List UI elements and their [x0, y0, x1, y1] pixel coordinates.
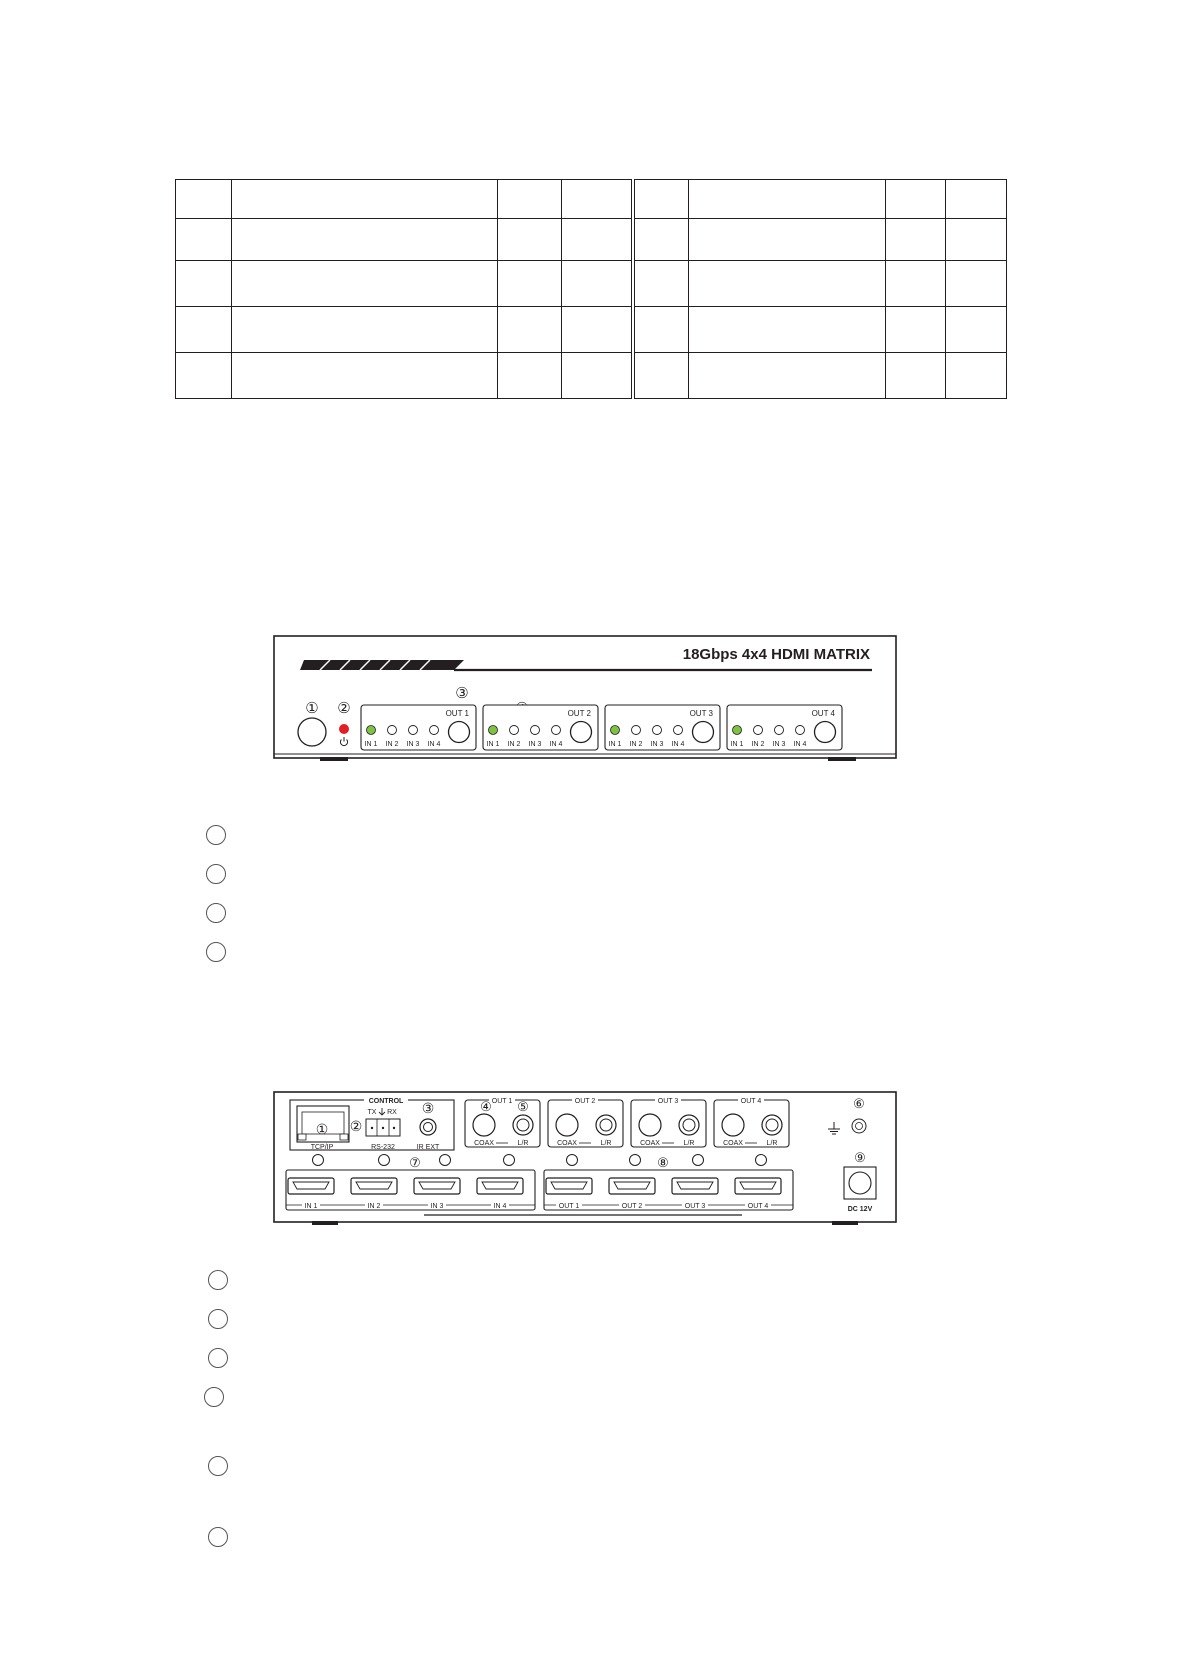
table-cell	[498, 261, 562, 307]
power-led	[339, 724, 349, 734]
ground-terminal-inner	[856, 1123, 863, 1130]
output-label: OUT 2	[567, 709, 591, 718]
audio-out-label: OUT 2	[574, 1098, 596, 1105]
input-led	[775, 726, 784, 735]
table-cell	[232, 180, 498, 219]
input-led	[430, 726, 439, 735]
table-cell	[689, 180, 886, 219]
rx-label: RX	[387, 1109, 397, 1116]
table-cell	[176, 353, 232, 399]
tcpip-label: TCP/IP	[310, 1144, 334, 1151]
rear-callout-marker-2	[208, 1309, 228, 1329]
input-led-active	[733, 726, 742, 735]
input-led	[510, 726, 519, 735]
ir-ext-jack-inner	[424, 1123, 433, 1132]
rear-callout-marker-6	[208, 1527, 228, 1547]
callout-2: ②	[337, 700, 351, 717]
rear-callout-6: ⑥	[853, 1096, 865, 1111]
coax-label: COAX	[557, 1140, 577, 1147]
input-led	[552, 726, 561, 735]
table-cell	[946, 180, 1007, 219]
output-label: OUT 3	[689, 709, 713, 718]
rear-callout-marker-1	[208, 1270, 228, 1290]
terminal-screw	[371, 1127, 373, 1129]
screw	[756, 1155, 767, 1166]
ethernet-led	[340, 1134, 348, 1140]
lr-label: L/R	[766, 1140, 778, 1147]
lr-audio-jack-inner	[766, 1119, 778, 1131]
input-label: IN 3	[406, 741, 420, 748]
table-cell	[633, 219, 689, 261]
input-label: IN 4	[671, 741, 685, 748]
input-label: IN 3	[528, 741, 542, 748]
callout-3: ③	[455, 685, 469, 702]
table-cell	[232, 219, 498, 261]
hdmi-input-label: IN 4	[493, 1203, 507, 1210]
table-cell	[562, 180, 634, 219]
input-led	[653, 726, 662, 735]
screw	[504, 1155, 515, 1166]
table-cell	[946, 353, 1007, 399]
table-cell	[562, 353, 634, 399]
ir-ext-label: IR EXT	[416, 1144, 440, 1151]
rear-callout-8: ⑧	[657, 1155, 669, 1170]
tx-label: TX	[367, 1109, 377, 1116]
table-cell	[562, 307, 634, 353]
lr-audio-jack-inner	[600, 1119, 612, 1131]
table-cell	[886, 219, 946, 261]
dc-label: DC 12V	[847, 1206, 873, 1213]
screw	[567, 1155, 578, 1166]
coax-label: COAX	[640, 1140, 660, 1147]
screw	[313, 1155, 324, 1166]
coax-port[interactable]	[722, 1114, 744, 1136]
control-label: CONTROL	[368, 1098, 404, 1105]
table-cell	[886, 353, 946, 399]
audio-out-label: OUT 3	[657, 1098, 679, 1105]
input-led	[674, 726, 683, 735]
table-cell	[689, 353, 886, 399]
screw	[693, 1155, 704, 1166]
front-panel-diagram	[272, 630, 900, 770]
lr-audio-jack-inner	[517, 1119, 529, 1131]
input-label: IN 2	[751, 741, 765, 748]
rear-callout-marker-5	[208, 1456, 228, 1476]
coax-port[interactable]	[639, 1114, 661, 1136]
table-cell	[689, 261, 886, 307]
table-cell	[946, 307, 1007, 353]
terminal-screw	[393, 1127, 395, 1129]
front-foot	[828, 757, 856, 761]
input-led-active	[367, 726, 376, 735]
terminal-screw	[382, 1127, 384, 1129]
input-led	[632, 726, 641, 735]
rear-foot	[312, 1221, 338, 1225]
front-callout-marker-3	[206, 903, 226, 923]
table-cell	[946, 219, 1007, 261]
input-label: IN 1	[608, 741, 622, 748]
lr-label: L/R	[517, 1140, 529, 1147]
input-led-active	[489, 726, 498, 735]
rear-callout-4: ④	[480, 1099, 492, 1114]
input-label: IN 3	[650, 741, 664, 748]
input-led	[796, 726, 805, 735]
hdmi-input-label: IN 1	[304, 1203, 318, 1210]
audio-out-label: OUT 4	[740, 1098, 762, 1105]
hdmi-output-label: OUT 1	[558, 1203, 580, 1210]
table-cell	[176, 307, 232, 353]
lr-audio-jack-inner	[683, 1119, 695, 1131]
table-cell	[886, 180, 946, 219]
output-select-button[interactable]	[693, 722, 714, 743]
front-callout-marker-2	[206, 864, 226, 884]
rear-callout-2: ②	[349, 1118, 363, 1134]
hdmi-input-label: IN 2	[367, 1203, 381, 1210]
input-label: IN 4	[549, 741, 563, 748]
table-cell	[886, 307, 946, 353]
hdmi-output-label: OUT 4	[747, 1203, 769, 1210]
coax-port[interactable]	[473, 1114, 495, 1136]
input-label: IN 1	[486, 741, 500, 748]
input-led	[388, 726, 397, 735]
input-label: IN 4	[427, 741, 441, 748]
table-cell	[886, 261, 946, 307]
table-cell	[562, 219, 634, 261]
table-cell	[633, 307, 689, 353]
screw	[630, 1155, 641, 1166]
input-led-active	[611, 726, 620, 735]
table-cell	[498, 219, 562, 261]
specification-table	[175, 179, 1007, 399]
table-cell	[176, 261, 232, 307]
hdmi-input-label: IN 3	[430, 1203, 444, 1210]
dc-power-socket	[849, 1172, 871, 1194]
table-cell	[498, 353, 562, 399]
rear-callout-7: ⑦	[409, 1155, 421, 1170]
output-label: OUT 4	[811, 709, 835, 718]
table-cell	[633, 180, 689, 219]
output-label: OUT 1	[445, 709, 469, 718]
rs232-label: RS-232	[371, 1144, 395, 1151]
input-led	[754, 726, 763, 735]
table-cell	[633, 353, 689, 399]
screw	[440, 1155, 451, 1166]
output-select-button[interactable]	[571, 722, 592, 743]
rear-callout-marker-4	[204, 1387, 224, 1407]
input-label: IN 2	[385, 741, 399, 748]
hdmi-output-label: OUT 3	[684, 1203, 706, 1210]
input-label: IN 2	[507, 741, 521, 748]
input-label: IN 3	[772, 741, 786, 748]
table-cell	[176, 219, 232, 261]
table-cell	[232, 261, 498, 307]
table-cell	[232, 307, 498, 353]
front-callout-marker-1	[206, 825, 226, 845]
input-label: IN 1	[730, 741, 744, 748]
coax-label: COAX	[474, 1140, 494, 1147]
table-cell	[946, 261, 1007, 307]
audio-out-label: OUT 1	[491, 1098, 513, 1105]
table-cell	[176, 180, 232, 219]
output-select-button[interactable]	[449, 722, 470, 743]
input-label: IN 4	[793, 741, 807, 748]
screw	[379, 1155, 390, 1166]
input-led	[409, 726, 418, 735]
ir-receiver-window	[298, 718, 326, 746]
rear-callout-1: ①	[315, 1121, 329, 1137]
rear-foot	[832, 1221, 858, 1225]
rear-panel-diagram	[272, 1086, 900, 1232]
lr-label: L/R	[600, 1140, 612, 1147]
rear-callout-3: ③	[421, 1100, 435, 1116]
output-select-button[interactable]	[815, 722, 836, 743]
rear-callout-5: ⑤	[517, 1099, 529, 1114]
rear-callout-9: ⑨	[854, 1150, 866, 1165]
device-title: 18Gbps 4x4 HDMI MATRIX	[682, 646, 870, 663]
callout-1: ①	[305, 700, 319, 717]
table-cell	[633, 261, 689, 307]
coax-label: COAX	[723, 1140, 743, 1147]
hdmi-output-label: OUT 2	[621, 1203, 643, 1210]
input-label: IN 1	[364, 741, 378, 748]
ethernet-led	[298, 1134, 306, 1140]
table-cell	[689, 219, 886, 261]
front-callout-marker-4	[206, 942, 226, 962]
table-cell	[562, 261, 634, 307]
rear-callout-marker-3	[208, 1348, 228, 1368]
table-cell	[498, 307, 562, 353]
front-foot	[320, 757, 348, 761]
lr-label: L/R	[683, 1140, 695, 1147]
input-label: IN 2	[629, 741, 643, 748]
coax-port[interactable]	[556, 1114, 578, 1136]
table-cell	[689, 307, 886, 353]
input-led	[531, 726, 540, 735]
table-cell	[498, 180, 562, 219]
table-cell	[232, 353, 498, 399]
